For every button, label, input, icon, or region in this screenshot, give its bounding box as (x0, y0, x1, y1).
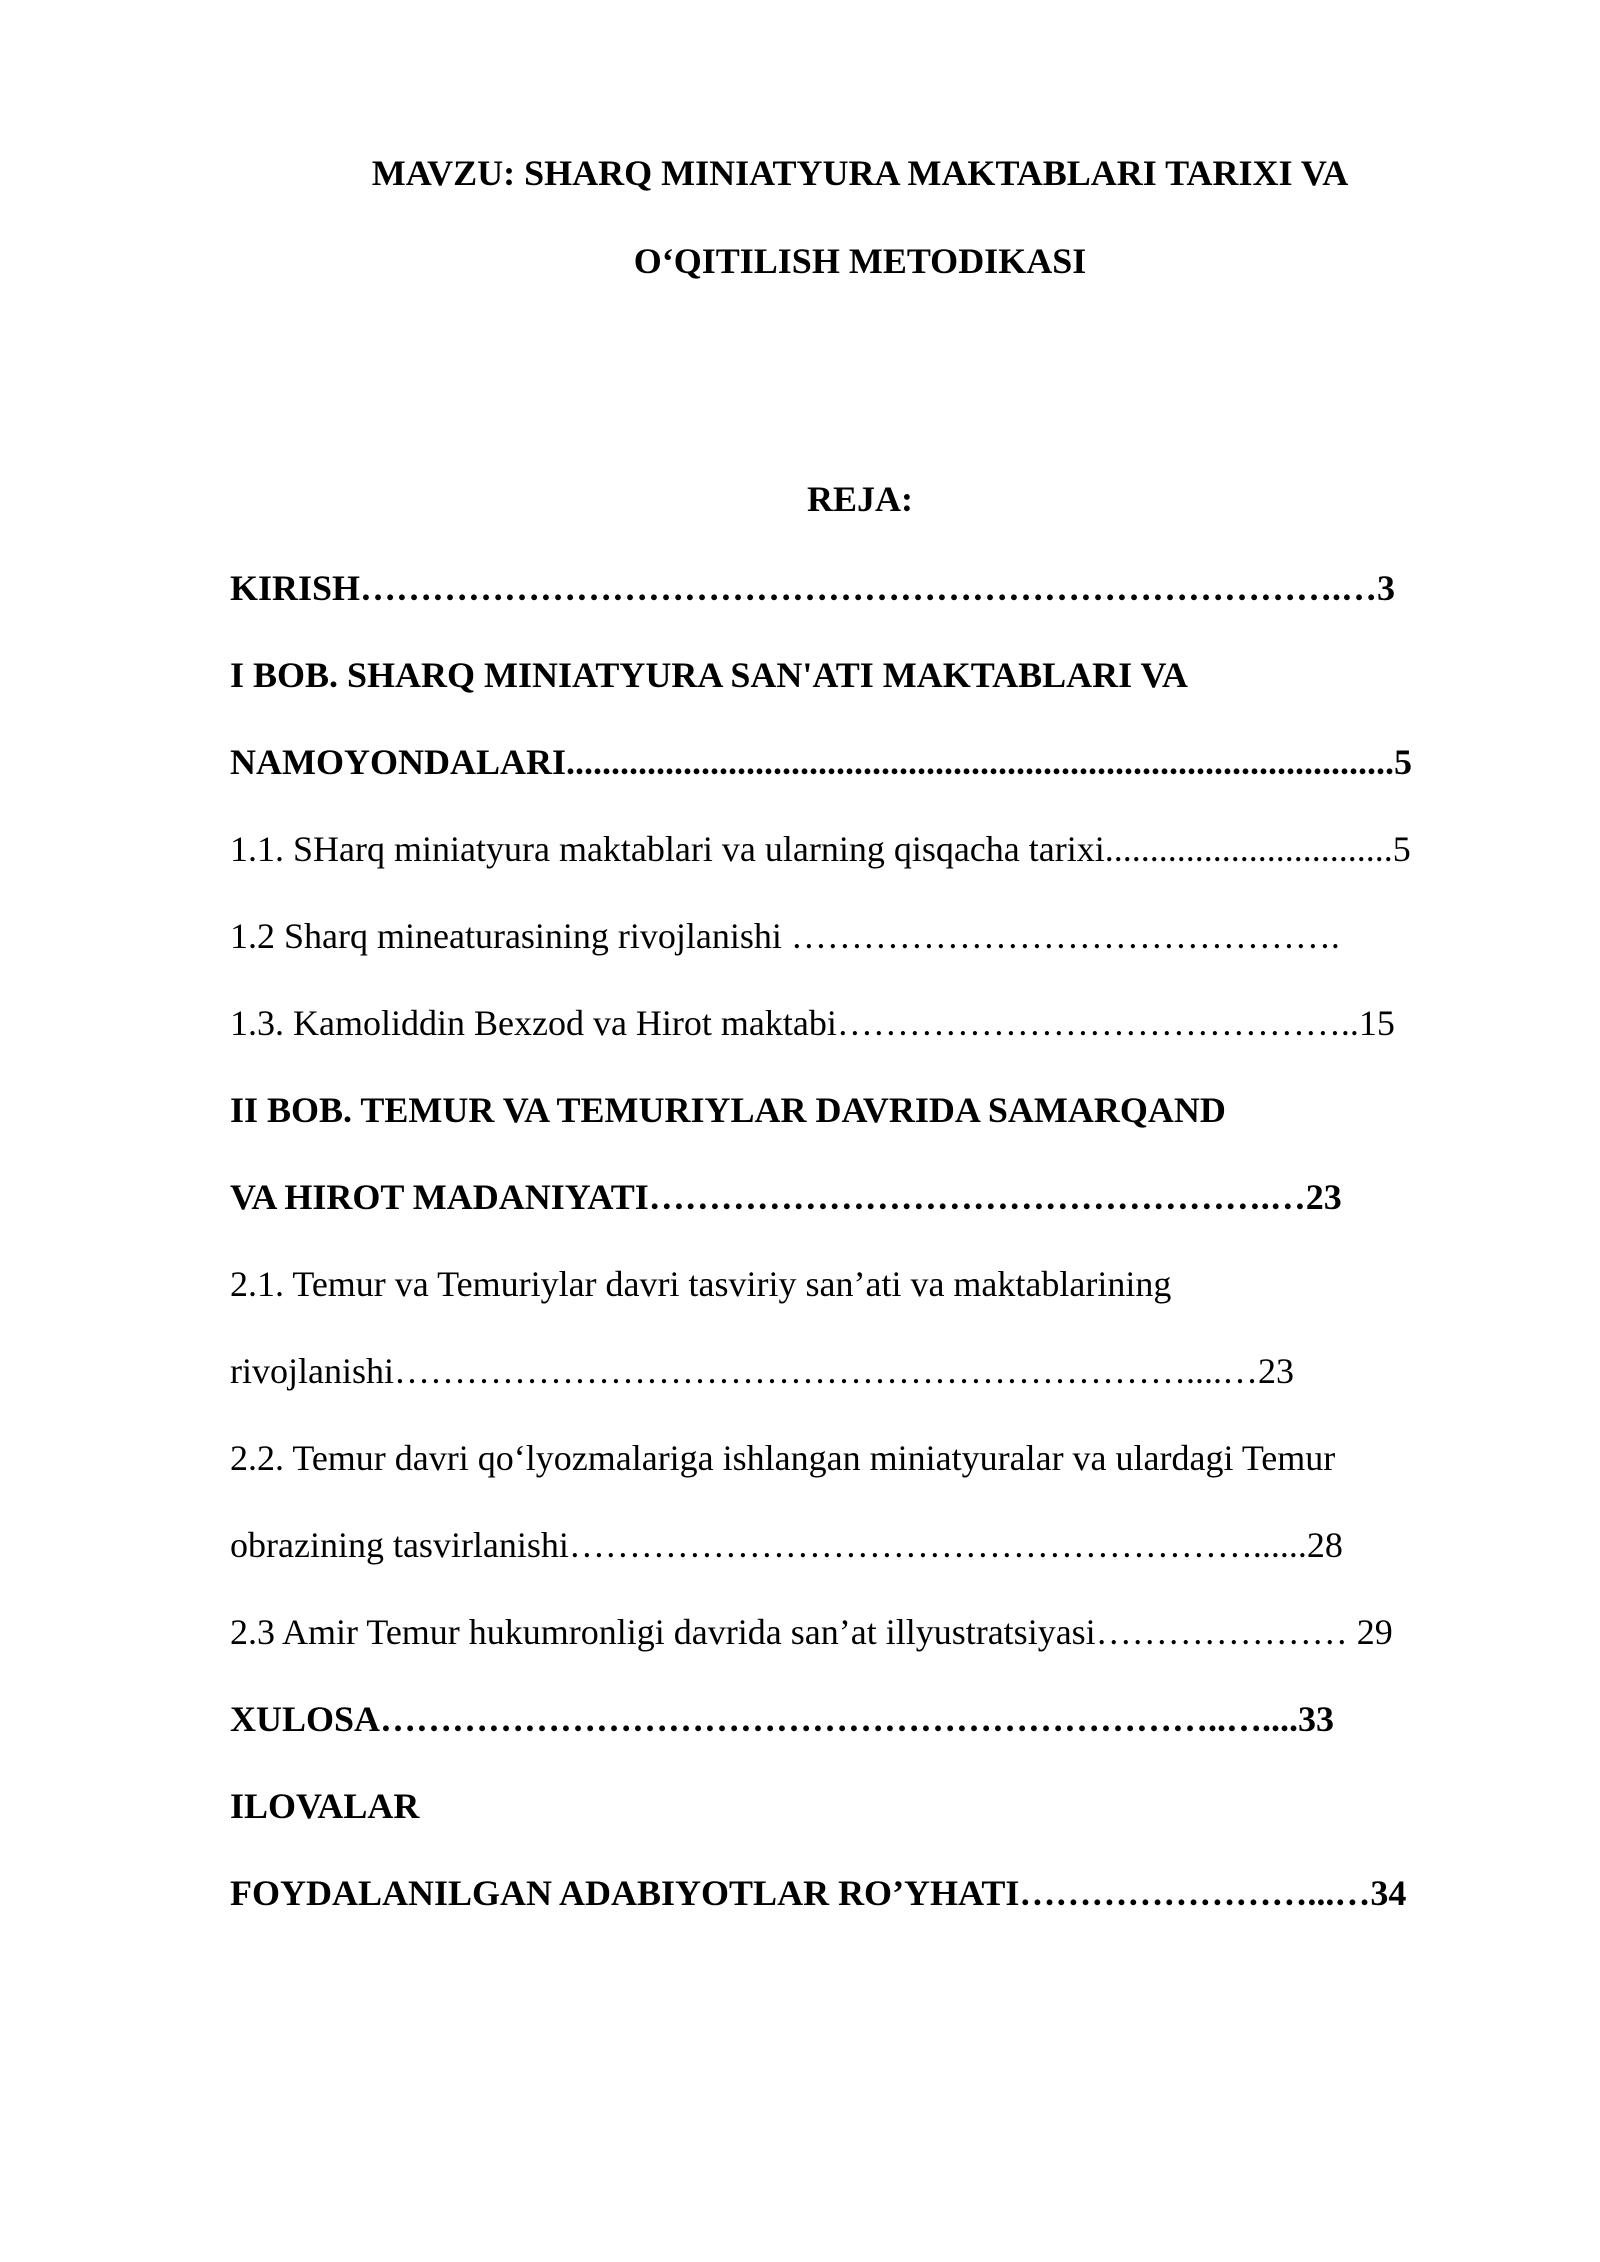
toc-entry-2-2-line-1: 2.2. Temur davri qo‘lyozmalariga ishlangan miniatyuralar va ulardagi Temur (230, 1438, 1336, 1478)
toc-entry-kirish: KIRISH……………………………………………………………………….…3 (230, 568, 1396, 608)
toc-entry-chapter-2-line-1: II BOB. TEMUR VA TEMURIYLAR DAVRIDA SAMARQAND (230, 1090, 1226, 1130)
toc-entry-2-1-line-1: 2.1. Temur va Temuriylar davri tasviriy san’ati va maktablarining (230, 1264, 1172, 1304)
toc-entry-chapter-2-line-2: VA HIROT MADANIYATI…………………………………………….…23 (230, 1177, 1342, 1217)
toc-entry-xulosa: XULOSA……………………………………………………………..…....33 (230, 1699, 1335, 1739)
document-title-line-1: MAVZU: SHARQ MINIATYURA MAKTABLARI TARIXI VA (371, 153, 1349, 193)
toc-entry-1-2: 1.2 Sharq mineaturasining rivojlanishi ………………………………………. (230, 916, 1340, 956)
toc-entry-2-3: 2.3 Amir Temur hukumronligi davrida san’at illyustratsiyasi………………… 29 (230, 1612, 1393, 1652)
toc-entry-2-1-line-2: rivojlanishi…………………………………………………………....…23 (230, 1351, 1294, 1391)
toc-entry-1-1: 1.1. SHarq miniatyura maktablari va ularning qisqacha tarixi................................5 (230, 829, 1411, 869)
toc-entry-chapter-1-line-2: NAMOYONDALARI............................................................................................5 (230, 742, 1412, 782)
document-title-line-2: O‘QITILISH METODIKASI (633, 241, 1087, 281)
toc-entry-ilovalar: ILOVALAR (230, 1786, 420, 1826)
toc-entry-adabiyotlar: FOYDALANILGAN ADABIYOTLAR RO’YHATI……………………...…34 (230, 1873, 1407, 1913)
reja-heading: REJA: (807, 479, 913, 519)
toc-entry-2-2-line-2: obrazining tasvirlanishi…………………………………………………......28 (230, 1525, 1343, 1565)
toc-entry-chapter-1-line-1: I BOB. SHARQ MINIATYURA SAN'ATI MAKTABLARI VA (230, 655, 1188, 695)
toc-entry-1-3: 1.3. Kamoliddin Bexzod va Hirot maktabi……………………………………..15 (230, 1003, 1395, 1043)
